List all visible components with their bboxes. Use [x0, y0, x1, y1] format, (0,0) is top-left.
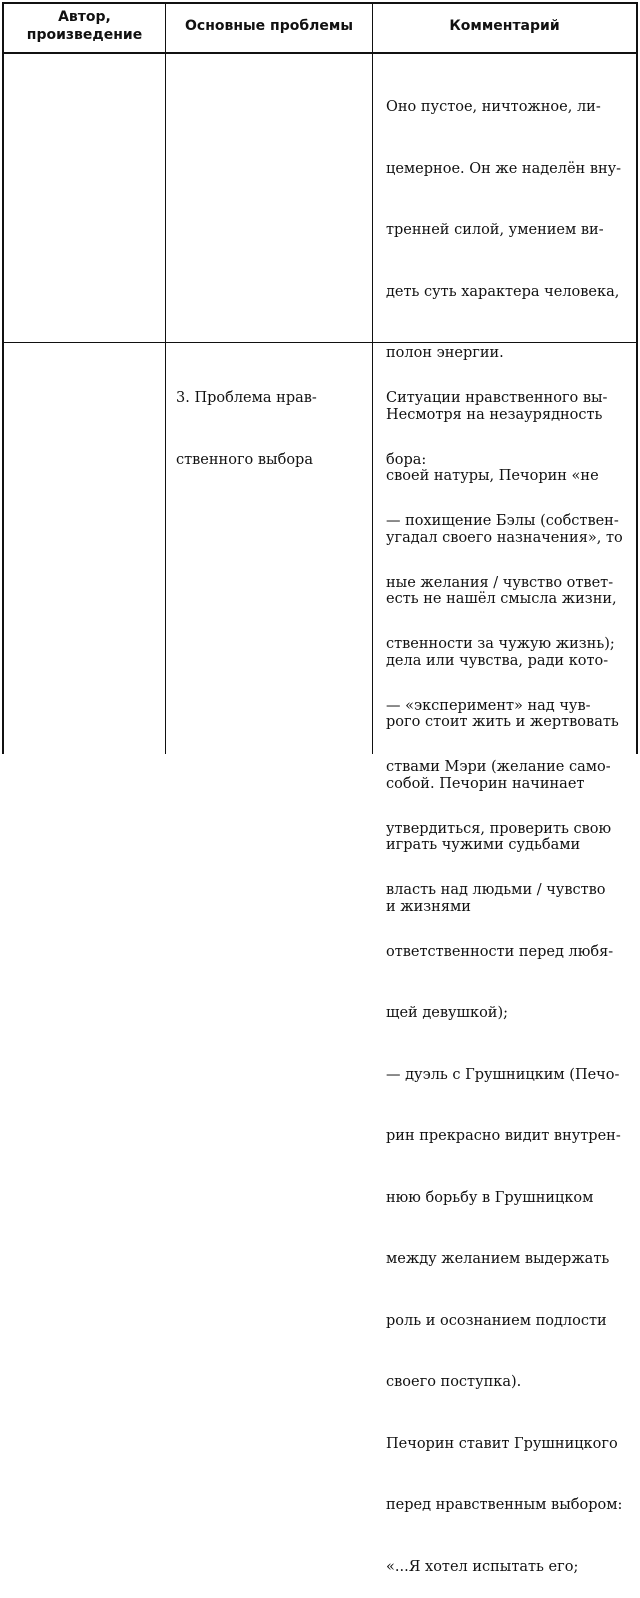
- header-problems: [166, 0, 372, 52]
- comment-line: Ситуации нравственного вы-: [386, 390, 608, 406]
- header-author-line2: произведение: [26, 27, 143, 43]
- comment-line: полон энергии.: [386, 345, 504, 361]
- comment-line: играть чужими судьбами: [386, 837, 581, 853]
- comment-line: Оно пустое, ничтожное, ли-: [386, 99, 601, 115]
- header-divider: [2, 52, 638, 54]
- comment-line: своей натуры, Печорин «не: [386, 468, 599, 484]
- comment-line: собой. Печорин начинает: [386, 775, 585, 792]
- header-problems-label: Основные проблемы: [185, 18, 353, 34]
- header-comment-label: Комментарий: [449, 18, 560, 34]
- header-author-line1: Автор,: [58, 9, 111, 25]
- comment-line: Несмотря на незаурядность: [386, 406, 603, 423]
- row2-comment: [386, 347, 622, 1598]
- comment-line: тренней силой, умением ви-: [386, 222, 604, 238]
- comment-line: ственности за чужую жизнь);: [386, 636, 615, 652]
- comment-line: ответственности перед любя-: [386, 943, 614, 960]
- comment-line: власть над людьми / чувство: [386, 882, 606, 898]
- comment-line: рого стоит жить и жертвовать: [386, 714, 619, 730]
- comment-line: рин прекрасно видит внутрен-: [386, 1128, 621, 1144]
- header-author: [4, 0, 165, 52]
- comment-line: цемерное. Он же наделён вну-: [386, 160, 622, 177]
- comment-line: — «эксперимент» над чув-: [386, 697, 591, 714]
- column-divider-2: [372, 2, 373, 754]
- comment-line: своего поступка).: [386, 1374, 522, 1390]
- comment-line: ные желания / чувство ответ-: [386, 574, 614, 591]
- comment-line: перед нравственным выбором:: [386, 1497, 623, 1513]
- comment-line: щей девушкой);: [386, 1005, 509, 1021]
- comment-line: дела или чувства, ради кото-: [386, 652, 609, 669]
- comment-line: утвердиться, проверить свою: [386, 820, 612, 837]
- comment-line: есть не нашёл смысла жизни,: [386, 591, 617, 607]
- comment-line: и жизнями: [386, 898, 471, 915]
- comment-line: деть суть характера человека,: [386, 283, 620, 300]
- comment-line: между желанием выдержать: [386, 1251, 610, 1267]
- row2-problem: [176, 347, 317, 491]
- comment-line: нюю борьбу в Грушницком: [386, 1189, 594, 1206]
- problem-line: 3. Проблема нрав-: [176, 390, 317, 406]
- column-divider-1: [165, 2, 166, 754]
- comment-line: «...Я хотел испытать его;: [386, 1558, 579, 1575]
- comment-line: роль и осознанием подлости: [386, 1312, 607, 1329]
- problem-line: ственного выбора: [176, 451, 313, 468]
- comment-line: — похищение Бэлы (собствен-: [386, 513, 619, 529]
- comment-line: ствами Мэри (желание само-: [386, 759, 611, 775]
- comment-line: Печорин ставит Грушницкого: [386, 1435, 618, 1452]
- comment-line: бора:: [386, 451, 427, 468]
- header-comment: [373, 0, 636, 52]
- comment-line: угадал своего назначения», то: [386, 529, 623, 546]
- comment-line: — дуэль с Грушницким (Печо-: [386, 1066, 620, 1083]
